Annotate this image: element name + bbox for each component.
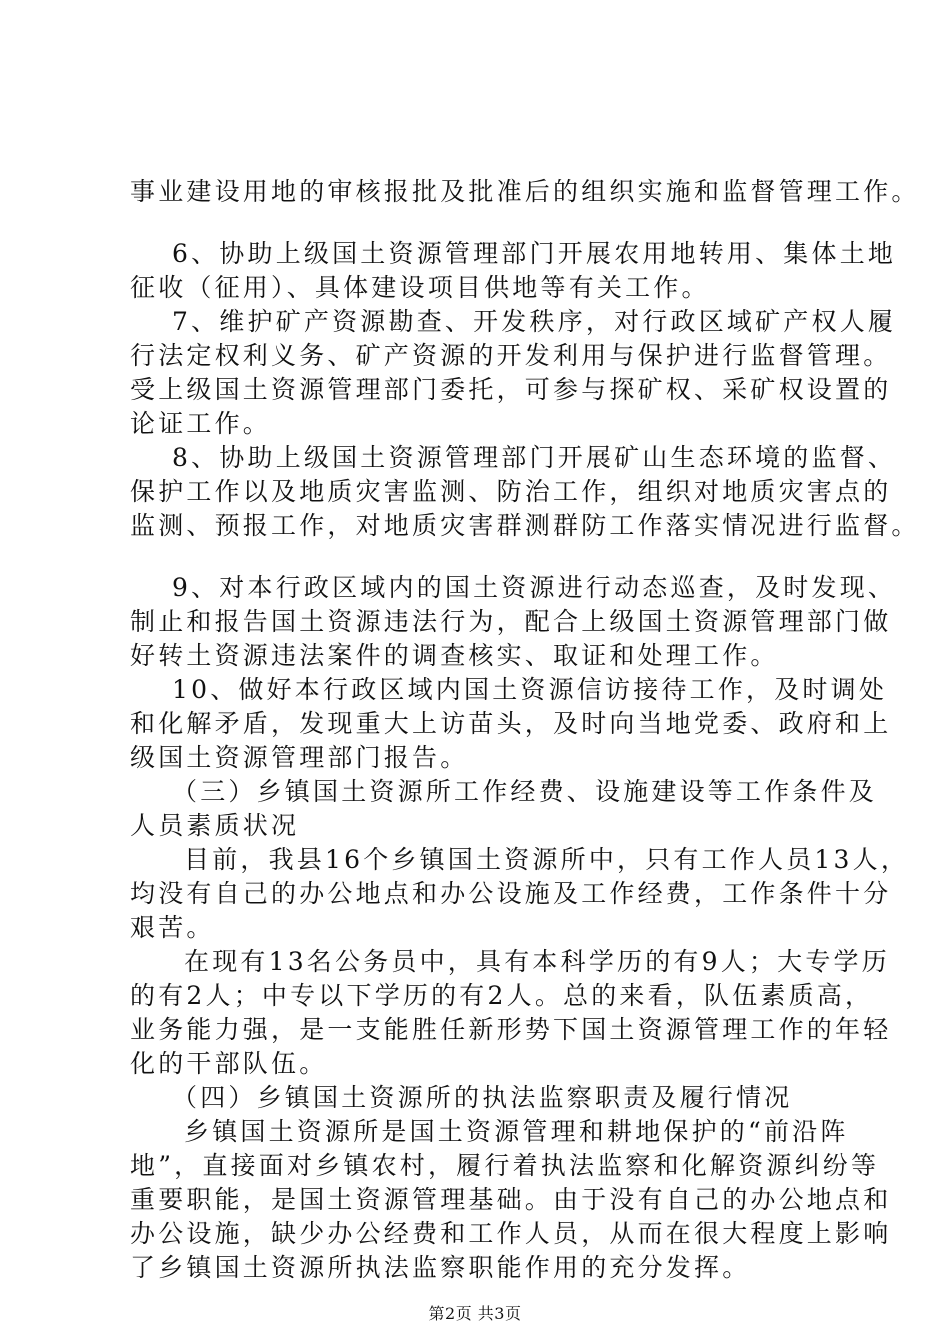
text-line: 征收（征用）、具体建设项目供地等有关工作。 [130, 273, 710, 302]
text-line: 在现有13名公务员中，具有本科学历的有9人；大专学历 [184, 947, 890, 976]
text-line: 制止和报告国土资源违法行为，配合上级国土资源管理部门做 [130, 607, 892, 636]
text-line: 艰苦。 [130, 913, 215, 942]
text-line: 和化解矛盾，发现重大上访苗头，及时向当地党委、政府和上 [130, 709, 892, 738]
text-line: 化的干部队伍。 [130, 1049, 328, 1078]
text-line: 行法定权利义务、矿产资源的开发利用与保护进行监督管理。 [130, 341, 892, 370]
text-line: 了乡镇国土资源所执法监察职能作用的充分发挥。 [130, 1253, 751, 1282]
text-line: 事业建设用地的审核报批及批准后的组织实施和监督管理工作。 [130, 177, 920, 206]
text-line: 业务能力强，是一支能胜任新形势下国土资源管理工作的年轻 [130, 1015, 892, 1044]
text-line: 6、协助上级国土资源管理部门开展农用地转用、集体土地 [172, 239, 897, 268]
text-line: 监测、预报工作，对地质灾害群测群防工作落实情况进行监督。 [130, 511, 920, 540]
text-line: 9、对本行政区域内的国土资源进行动态巡查，及时发现、 [172, 573, 897, 602]
text-line: 7、维护矿产资源勘查、开发秩序，对行政区域矿产权人履 [172, 307, 897, 336]
text-line: 办公设施，缺少办公经费和工作人员，从而在很大程度上影响 [130, 1219, 892, 1248]
text-line: 8、协助上级国土资源管理部门开展矿山生态环境的监督、 [172, 443, 897, 472]
section-heading: （三）乡镇国土资源所工作经费、设施建设等工作条件及 [172, 777, 878, 806]
text-line: 受上级国土资源管理部门委托，可参与探矿权、采矿权设置的 [130, 375, 892, 404]
text-line: 好转土资源违法案件的调查核实、取证和处理工作。 [130, 641, 779, 670]
text-line: 乡镇国土资源所是国土资源管理和耕地保护的“前沿阵 [184, 1117, 849, 1146]
text-line: 论证工作。 [130, 409, 272, 438]
text-line: 级国土资源管理部门报告。 [130, 743, 469, 772]
section-heading: （四）乡镇国土资源所的执法监察职责及履行情况 [172, 1083, 793, 1112]
text-line: 均没有自己的办公地点和办公设施及工作经费，工作条件十分 [130, 879, 892, 908]
page-footer: 第2页 共3页 [428, 1304, 522, 1323]
text-line: 的有2人；中专以下学历的有2人。总的来看，队伍素质高， [130, 981, 874, 1010]
text-line: 地”，直接面对乡镇农村，履行着执法监察和化解资源纠纷等 [130, 1151, 880, 1180]
section-heading: 人员素质状况 [130, 811, 300, 840]
text-line: 10、做好本行政区域内国土资源信访接待工作，及时调处 [172, 675, 888, 704]
text-line: 重要职能，是国土资源管理基础。由于没有自己的办公地点和 [130, 1185, 892, 1214]
text-line: 目前，我县16个乡镇国土资源所中，只有工作人员13人， [184, 845, 910, 874]
text-line: 保护工作以及地质灾害监测、防治工作，组织对地质灾害点的 [130, 477, 892, 506]
